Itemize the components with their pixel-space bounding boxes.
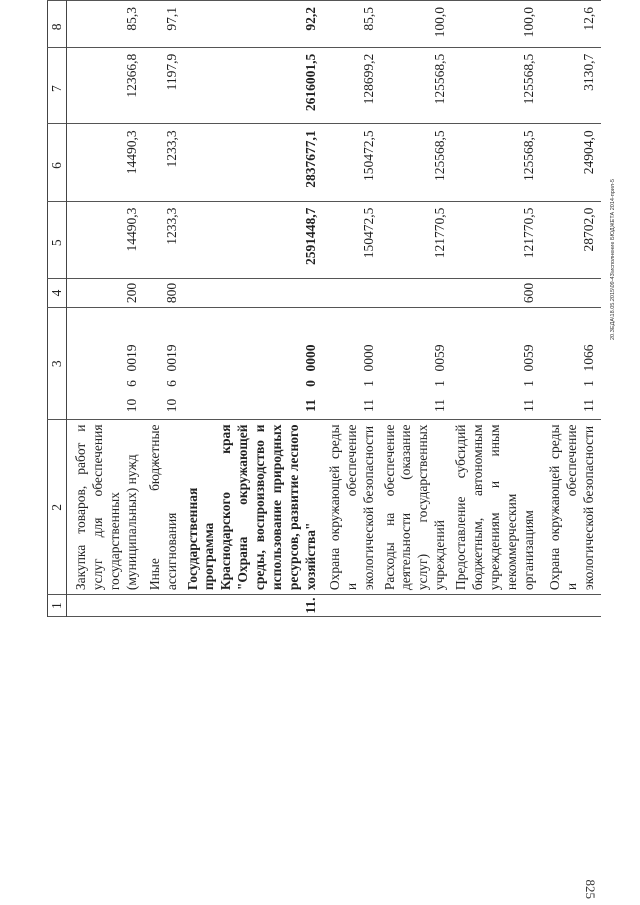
code-article: 0059 <box>520 344 536 372</box>
row-number <box>382 595 454 617</box>
row-code <box>67 307 145 419</box>
row-value-7: 125568,5 <box>382 47 454 124</box>
row-value-8: 100,0 <box>453 1 541 48</box>
header-col-8: 8 <box>48 1 67 48</box>
row-kvr <box>541 278 601 307</box>
row-code <box>145 307 185 419</box>
row-value-6: 150472,5 <box>324 124 382 201</box>
row-name: Охрана окружающей среды и обеспечение экологической безопасности <box>324 420 382 595</box>
row-name: Государственная программа Краснодарского края "Охрана окружающей среды, воспроизводство и использование природных ресурсов, развитие лесного хозяйства" <box>185 420 324 595</box>
code-section: 10 <box>123 398 139 413</box>
row-value-7: 1197,9 <box>145 47 185 124</box>
header-col-6: 6 <box>48 124 67 201</box>
code-subprogram: 1 <box>520 380 536 387</box>
row-value-5: 1233,3 <box>145 201 185 278</box>
table-row <box>145 1 185 617</box>
row-value-7: 2616001,5 <box>185 47 324 124</box>
row-number <box>67 595 145 617</box>
row-kvr: 800 <box>145 278 185 307</box>
code-section: 11 <box>360 398 376 412</box>
row-value-5: 2591448,7 <box>185 201 324 278</box>
row-value-6: 24904,0 <box>541 124 601 201</box>
table-row <box>67 1 145 617</box>
header-col-4: 4 <box>48 278 67 307</box>
row-kvr: 200 <box>67 278 145 307</box>
row-name: Закупка товаров, работ и услуг для обеспечения государственных (муниципальных) нужд <box>67 420 145 595</box>
row-kvr <box>382 278 454 307</box>
row-value-7: 3130,7 <box>541 47 601 124</box>
code-subprogram: 1 <box>580 380 596 387</box>
row-name: Расходы на обеспечение деятельности (оказание услуг) государственных учреждений <box>382 420 454 595</box>
code-section: 11 <box>432 398 448 412</box>
row-name: Иные бюджетные ассигнования <box>145 420 185 595</box>
row-code <box>453 307 541 419</box>
row-value-5: 121770,5 <box>453 201 541 278</box>
row-value-8: 97,1 <box>145 1 185 48</box>
code-article: 1066 <box>580 344 596 372</box>
code-article: 0019 <box>123 344 139 372</box>
code-subprogram: 1 <box>432 380 448 387</box>
code-section: 11 <box>580 398 596 412</box>
row-value-8: 92,2 <box>185 1 324 48</box>
row-value-6: 125568,5 <box>453 124 541 201</box>
row-value-7: 128699,2 <box>324 47 382 124</box>
header-col-3: 3 <box>48 307 67 419</box>
row-value-8: 85,5 <box>324 1 382 48</box>
row-value-5: 28702,0 <box>541 201 601 278</box>
row-name: Охрана окружающей среды и обеспечение экологической безопасности <box>541 420 601 595</box>
code-subprogram: 6 <box>123 380 139 387</box>
row-kvr: 600 <box>453 278 541 307</box>
row-kvr <box>324 278 382 307</box>
row-value-8: 85,3 <box>67 1 145 48</box>
row-kvr <box>185 278 324 307</box>
code-section: 11 <box>520 398 536 412</box>
row-value-6: 1233,3 <box>145 124 185 201</box>
row-number <box>324 595 382 617</box>
row-number: 11. <box>185 595 324 617</box>
row-value-5: 150472,5 <box>324 201 382 278</box>
table-row <box>453 1 541 617</box>
table-row <box>541 1 601 617</box>
table-row <box>324 1 382 617</box>
code-article: 0059 <box>432 344 448 372</box>
table-row <box>382 1 454 617</box>
header-col-1: 1 <box>48 595 67 617</box>
code-subprogram: 6 <box>163 380 179 387</box>
budget-table <box>47 0 601 617</box>
row-value-5: 121770,5 <box>382 201 454 278</box>
row-name: Предоставление субсидий бюджетным, автономным учреждениям и иным некоммерческим организациям <box>453 420 541 595</box>
table-row <box>185 1 324 617</box>
header-col-5: 5 <box>48 201 67 278</box>
table-header-row <box>48 1 67 617</box>
row-value-7: 12366,8 <box>67 47 145 124</box>
row-value-7: 125568,5 <box>453 47 541 124</box>
code-section: 11 <box>302 399 318 412</box>
row-number <box>453 595 541 617</box>
row-code <box>382 307 454 419</box>
row-value-8: 12,6 <box>541 1 601 48</box>
row-number <box>541 595 601 617</box>
header-col-7: 7 <box>48 47 67 124</box>
row-code <box>541 307 601 419</box>
row-code <box>324 307 382 419</box>
code-article: 0019 <box>163 344 179 372</box>
footer-file-path: 20.ЗЕДА\18.05.2015\09-43\исполнение БЮДЖЕТА 2014-прил-5 <box>610 179 616 340</box>
code-article: 0000 <box>302 344 318 372</box>
code-subprogram: 0 <box>302 380 318 387</box>
row-number <box>145 595 185 617</box>
page-number: 825 <box>583 879 598 899</box>
row-value-8: 100,0 <box>382 1 454 48</box>
code-subprogram: 1 <box>360 380 376 387</box>
row-value-6: 14490,3 <box>67 124 145 201</box>
row-code <box>185 307 324 419</box>
row-value-6: 125568,5 <box>382 124 454 201</box>
row-value-6: 2837677,1 <box>185 124 324 201</box>
header-col-2: 2 <box>48 420 67 595</box>
code-section: 10 <box>163 398 179 413</box>
row-value-5: 14490,3 <box>67 201 145 278</box>
code-article: 0000 <box>360 344 376 372</box>
